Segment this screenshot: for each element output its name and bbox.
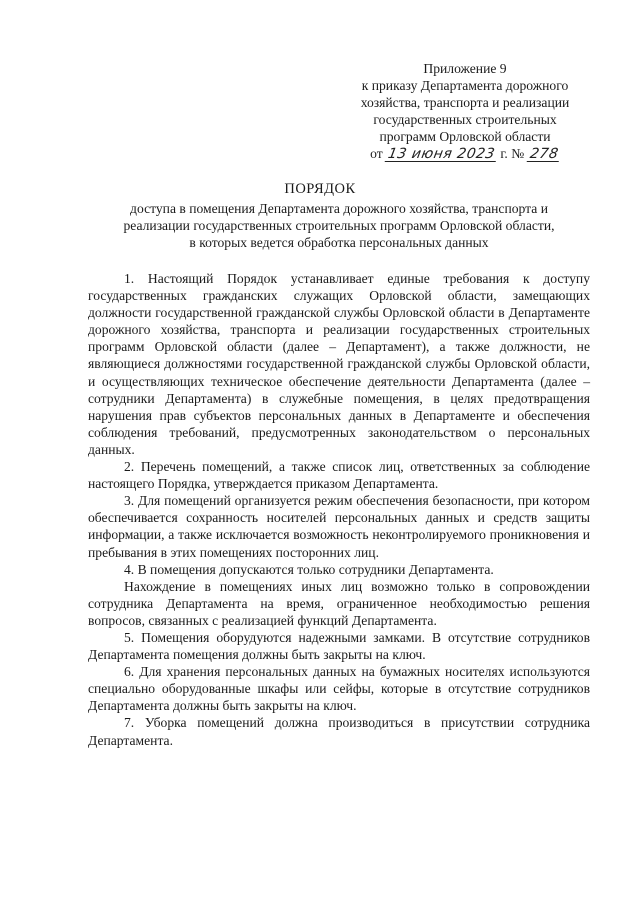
appendix-header [336,60,594,162]
appendix-order-ref-4: программ Орловской области [379,129,551,144]
paragraph-4-continuation: Нахождение в помещениях иных лиц возможно только в сопровождении сотрудника Департамента на время, ограниченное необходимостью решения вопросов, связанных с реализацией функций Департамента. [88,578,590,628]
paragraph-2: 2. Перечень помещений, а также список лиц, ответственных за соблюдение настоящего Порядка, утверждается приказом Департамента. [88,459,590,492]
subtitle-line: в которых ведется обработка персональных данных [189,235,489,250]
document-title: ПОРЯДОК [284,181,356,197]
handwritten-order-number: 278 [528,146,560,162]
order-date-line [336,145,594,162]
appendix-order-ref-3: государственных строительных [373,112,557,127]
subtitle-line: доступа в помещения Департамента дорожного хозяйства, транспорта и [130,201,548,216]
paragraph-5: 5. Помещения оборудуются надежными замками. В отсутствие сотрудников Департамента помещения должны быть закрыты на ключ. [88,629,590,663]
appendix-number: Приложение 9 [423,61,507,76]
handwritten-date: 13 июня 2023 [386,146,497,162]
paragraph-3: 3. Для помещений организуется режим обеспечения безопасности, при котором обеспечивается сохранность носителей персональных данных и средств защиты информации, а также исключается возможность неконтролируемого проникновения и пребывания в этих помещениях посторонних лиц. [88,493,590,560]
subtitle-line: реализации государственных строительных программ Орловской области, [123,218,555,233]
paragraph-6: 6. Для хранения персональных данных на бумажных носителях используются специально оборудованные шкафы или сейфы, которые в отсутствие сотрудников Департамента должны быть закрыты на ключ. [88,664,590,714]
paragraph-4: 4. В помещения допускаются только сотрудники Департамента. [124,561,494,577]
document-subtitle [88,200,590,251]
appendix-order-ref: к приказу Департамента дорожного [361,78,569,93]
number-prefix: г. № [500,146,525,161]
document-body [88,270,590,749]
paragraph-7: 7. Уборка помещений должна производиться в присутствии сотрудника Департамента. [88,715,590,748]
appendix-order-ref-2: хозяйства, транспорта и реализации [360,95,570,110]
paragraph-1: 1. Настоящий Порядок устанавливает единые требования к доступу государственных гражданских служащих Орловской области, замещающих должности государственной гражданской службы Орловской области в Департаменте дорожного хозяйства, транспорта и реализации государственных строительных программ Орловской области (далее – Департамент), а также должности, не являющиеся должностями государственной гражданской службы Орловской области, и осуществляющих техническое обеспечение деятельности Департамента (далее – сотрудники Департамента) в служебные помещения, в целях предотвращения нарушения прав субъектов персональных данных в Департаменте и обеспечения соблюдения требований, предусмотренных законодательством о персональных данных. [88,271,590,457]
date-prefix: от [370,146,383,161]
